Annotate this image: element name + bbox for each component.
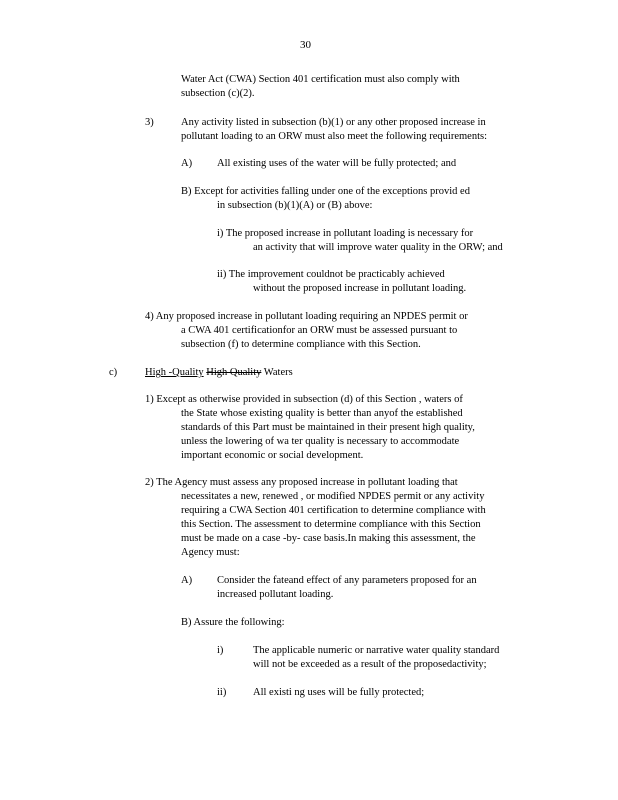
subitem-marker: i) <box>217 645 224 656</box>
text-line: The applicable numeric or narrative water quality standard <box>253 645 500 656</box>
text-line: subsection (f) to determine compliance with this Section. <box>181 339 421 350</box>
text-line: necessitates a new, renewed , or modified NPDES permit or any activity <box>181 491 485 502</box>
section-heading <box>145 366 293 380</box>
text-line: an activity that will improve water quality in the ORW; and <box>253 242 503 253</box>
subitem-marker: A) <box>181 575 193 586</box>
text-line: requiring a CWA Section 401 certification to determine compliance with <box>181 505 486 516</box>
text-line: subsection (c)(2). <box>181 88 255 99</box>
heading-tail: Waters <box>261 367 293 378</box>
text-line: unless the lowering of wa ter quality is necessary to accommodate <box>181 436 460 447</box>
text-line: in subsection (b)(1)(A) or (B) above: <box>217 200 373 211</box>
heading-deleted-text: High Quality <box>206 367 262 378</box>
text-line: a CWA 401 certificationfor an ORW must be assessed pursuant to <box>181 325 458 336</box>
text-line: increased pollutant loading. <box>217 589 334 600</box>
text-line: will not be exceeded as a result of the proposedactivity; <box>253 659 487 670</box>
text-line: without the proposed increase in pollutant loading. <box>253 283 467 294</box>
item-marker: 3) <box>145 117 154 128</box>
subitem-marker: ii) <box>217 687 227 698</box>
text-line: 2) The Agency must assess any proposed increase in pollutant loading that <box>145 477 458 488</box>
section-marker: c) <box>109 367 118 378</box>
text-line: important economic or social development. <box>181 450 364 461</box>
text-line: Agency must: <box>181 547 240 558</box>
text-line: the State whose existing quality is better than anyof the established <box>181 408 463 419</box>
text-line: standards of this Part must be maintained in their present high quality, <box>181 422 475 433</box>
text-line: i) The proposed increase in pollutant loading is necessary for <box>217 228 474 239</box>
text-line: B) Except for activities falling under one of the exceptions provid ed <box>181 186 470 197</box>
subitem-marker: A) <box>181 158 193 169</box>
text-line: All existi ng uses will be fully protected; <box>253 687 425 698</box>
text-line: Consider the fateand effect of any parameters proposed for an <box>217 575 477 586</box>
text-line: 1) Except as otherwise provided in subsection (d) of this Section , waters of <box>145 394 463 405</box>
text-line: 4) Any proposed increase in pollutant loading requiring an NPDES permit or <box>145 311 468 322</box>
text-line: must be made on a case -by- case basis.In making this assessment, the <box>181 533 476 544</box>
text-line: ii) The improvement couldnot be practicably achieved <box>217 269 445 280</box>
heading-inserted-text: High -Quality <box>145 367 204 378</box>
text-line: All existing uses of the water will be fully protected; and <box>217 158 457 169</box>
text-line: Water Act (CWA) Section 401 certification must also comply with <box>181 74 460 85</box>
text-line: pollutant loading to an ORW must also meet the following requirements: <box>181 131 488 142</box>
text-line: this Section. The assessment to determine compliance with this Section <box>181 519 481 530</box>
text-line: Any activity listed in subsection (b)(1) or any other proposed increase in <box>181 117 486 128</box>
text-line: B) Assure the following: <box>181 617 285 628</box>
page-number: 30 <box>300 39 311 51</box>
